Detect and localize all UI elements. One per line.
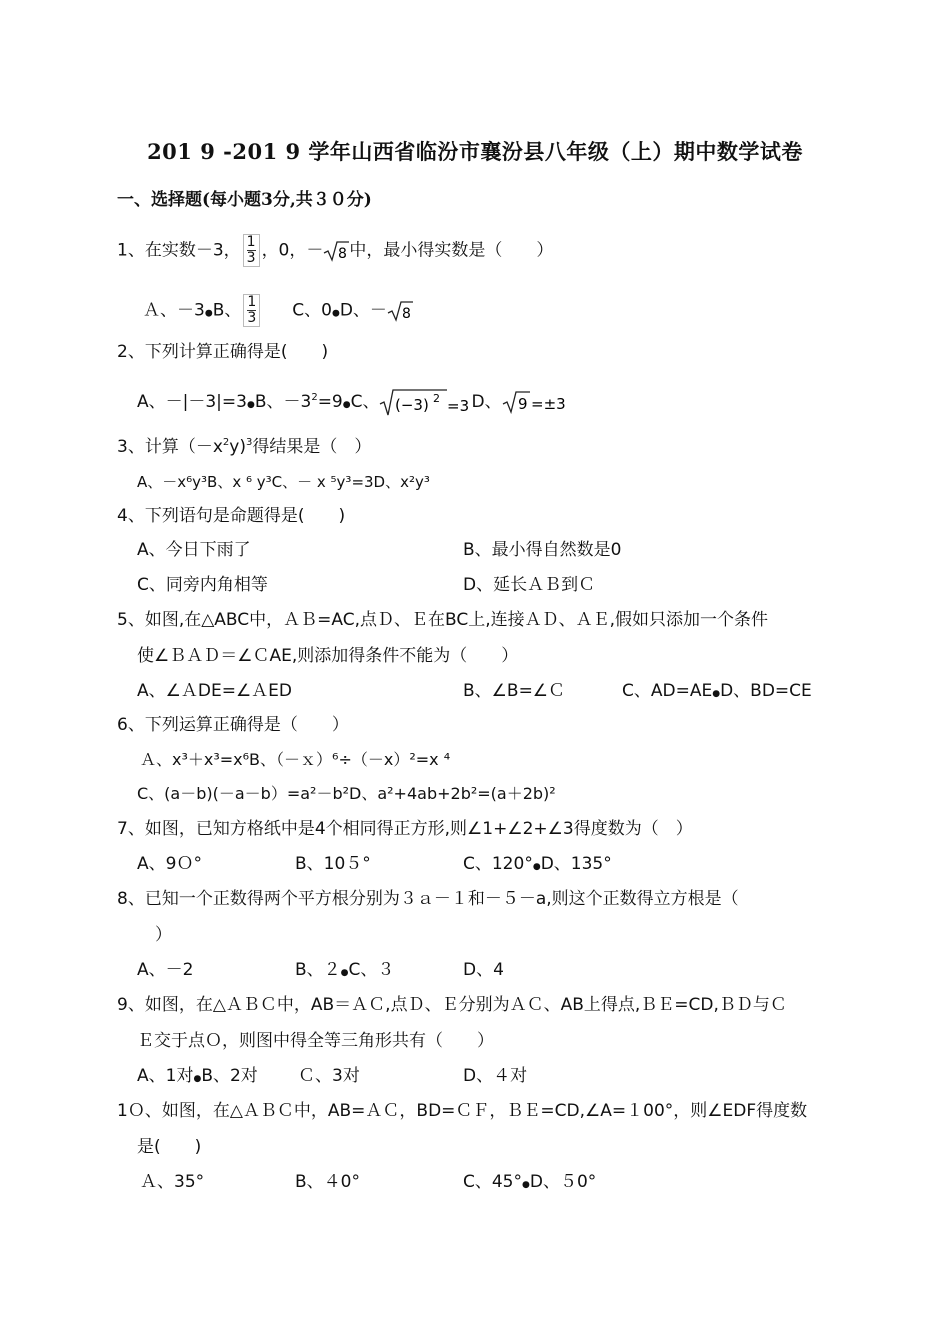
q8-option-a: A、－2 bbox=[137, 960, 194, 980]
q5-option-a: A、∠ＡDE=∠ＡED bbox=[137, 681, 293, 701]
q10-option-b: B、４0° bbox=[295, 1172, 360, 1192]
question-9-stem-line2: Ｅ交于点Ｏ，则图中得全等三角形共有（ ） bbox=[137, 1031, 494, 1051]
q10-option-a: Ａ、35° bbox=[140, 1172, 205, 1192]
q4-option-c: C、同旁内角相等 bbox=[137, 575, 268, 595]
question-1-stem: 1、在实数－3， $\frac{1}{3}$ ，0，－ 8 中，最小得实数是（ ） bbox=[117, 234, 554, 266]
fraction-one-third-option: $\frac{1}{3}$ bbox=[243, 294, 260, 327]
question-7-stem: 7、如图，已知方格纸中是4个相同得正方形,则∠1+∠2+∠3得度数为（ ） bbox=[117, 819, 693, 839]
q9-option-ab: A、1对●B、2对 bbox=[137, 1066, 258, 1086]
q4-option-b: B、最小得自然数是0 bbox=[463, 540, 622, 560]
q8-option-d: D、4 bbox=[463, 960, 504, 980]
svg-text:8: 8 bbox=[401, 305, 411, 322]
sqrt-icon bbox=[387, 299, 413, 323]
q6-options-line2: C、(a－b)(－a－b）=a²－b²D、a²+4ab+2b²=(a＋2b)² bbox=[137, 784, 556, 803]
question-1-options: Ａ、－3●B、 $\frac{1}{3}$ C、0●D、－ 8 bbox=[143, 294, 413, 327]
question-5-stem-line1: 5、如图,在△ABC中，ＡＢ=AC,点Ｄ、Ｅ在BC上,连接ＡＤ、ＡＥ,假如只添加一个条件 bbox=[117, 610, 769, 630]
svg-text:2: 2 bbox=[433, 392, 441, 405]
svg-text:(−3): (−3) bbox=[395, 396, 430, 414]
question-3-stem: 3、计算$(-x^2y)^3$得结果是（ ） bbox=[117, 437, 372, 457]
q9-option-d: D、４对 bbox=[463, 1066, 528, 1086]
q4-option-a: A、今日下雨了 bbox=[137, 540, 251, 560]
document-title: 201 9 -201 9 学年山西省临汾市襄汾县八年级（上）期中数学试卷 bbox=[147, 139, 803, 164]
question-10-stem-line1: 1Ｏ、如图，在△ＡＢＣ中，AB=ＡＣ，BD=ＣＦ，ＢＥ=CD,∠A=１00°，则∠EDF得度数 bbox=[117, 1101, 808, 1121]
q1-stem-text: 1、在实数－3， bbox=[117, 240, 241, 261]
section-heading: 一、选择题(每小题3分,共３０分) bbox=[117, 190, 372, 210]
sqrt-icon bbox=[323, 239, 349, 263]
svg-text:9: 9 bbox=[517, 395, 528, 413]
question-4-stem: 4、下列语句是命题得是( ) bbox=[117, 506, 346, 526]
q9-option-c: Ｃ、3对 bbox=[298, 1066, 360, 1086]
sqrt-icon bbox=[379, 387, 471, 417]
sqrt-icon bbox=[502, 389, 574, 415]
q8-option-bc: B、２●C、３ bbox=[295, 960, 395, 980]
question-5-stem-line2: 使∠ＢＡＤ＝∠ＣAE,则添加得条件不能为（ ） bbox=[137, 646, 519, 666]
question-6-stem: 6、下列运算正确得是（ ） bbox=[117, 715, 349, 735]
svg-text:=±3: =±3 bbox=[530, 395, 566, 413]
svg-text:=3: =3 bbox=[447, 397, 470, 415]
question-3-options: A、－x⁶y³B、x ⁶ y³C、－ x ⁵y³=3D、x²y³ bbox=[137, 473, 430, 491]
question-10-stem-line2: 是( ) bbox=[137, 1137, 202, 1157]
q7-option-a: A、9Ｏ° bbox=[137, 854, 202, 874]
question-8-stem-line2: ） bbox=[155, 925, 172, 945]
q7-option-cd: C、120°●D、135° bbox=[463, 854, 612, 874]
fraction-one-third: $\frac{1}{3}$ bbox=[243, 234, 260, 267]
svg-text:8: 8 bbox=[338, 245, 348, 262]
q5-option-cd: C、AD=AE●D、BD=CE bbox=[622, 681, 812, 701]
question-2-options: A、－|－3|=3●B、$-3^2=9●C$、 (−3) 2 =3 D、 9 =±3 bbox=[137, 387, 574, 417]
question-8-stem-line1: 8、已知一个正数得两个平方根分别为３ａ－１和－５－a,则这个正数得立方根是（ bbox=[117, 889, 739, 909]
q7-option-b: B、10５° bbox=[295, 854, 371, 874]
q5-option-b: B、∠B=∠Ｃ bbox=[463, 681, 566, 701]
q4-option-d: D、延长ＡＢ到Ｃ bbox=[463, 575, 596, 595]
question-9-stem-line1: 9、如图，在△ＡＢＣ中，AB＝ＡＣ,点Ｄ、Ｅ分别为ＡＣ、AB上得点,ＢＥ=CD,ＢＤ与Ｃ bbox=[117, 995, 787, 1015]
q6-options-line1: Ａ、x³＋x³=x⁶B、（－ｘ）⁶÷（－x）²=x ⁴ bbox=[140, 750, 451, 769]
question-2-stem: 2、下列计算正确得是( ) bbox=[117, 342, 329, 362]
q10-option-cd: C、45°●D、５0° bbox=[463, 1172, 597, 1192]
